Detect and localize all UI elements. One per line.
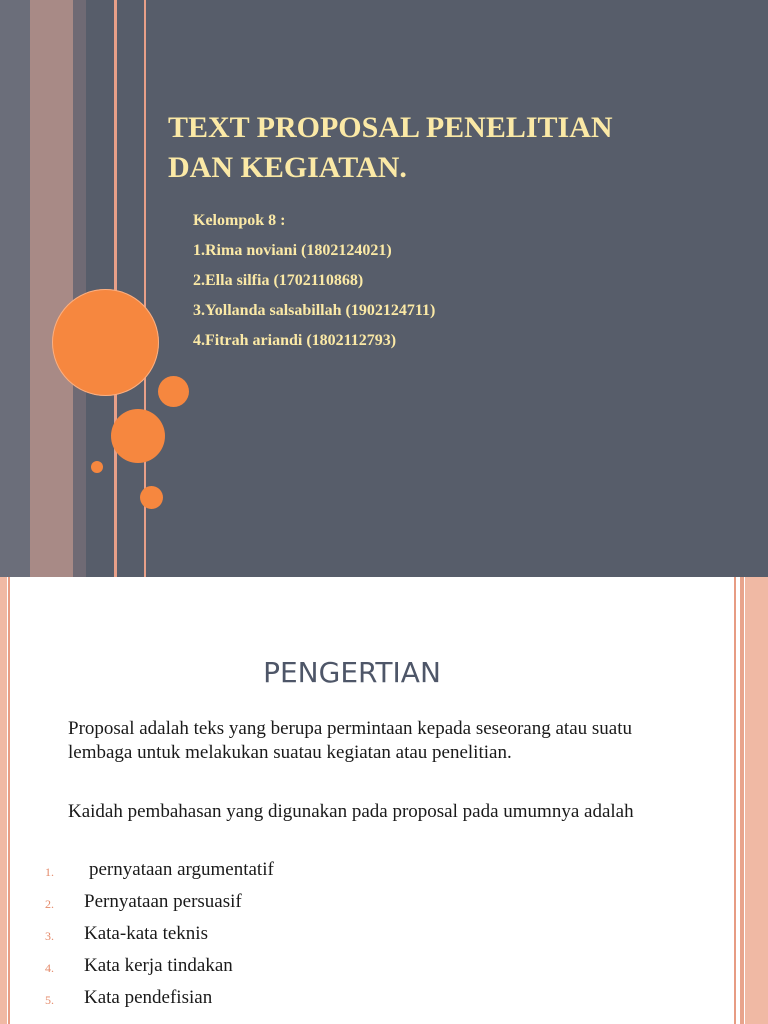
slide-title [168, 108, 728, 188]
decor-circle [91, 461, 103, 473]
decor-band [30, 0, 73, 577]
decor-band [0, 577, 7, 1024]
content-slide [0, 577, 768, 1024]
list-text: Pernyataan persuasif [84, 891, 242, 912]
section-heading: PENGERTIAN [263, 656, 441, 689]
decor-band [0, 0, 30, 577]
decor-line [734, 577, 736, 1024]
list-number: 1. [45, 865, 54, 879]
title-line: TEXT PROPOSAL PENELITIAN [168, 111, 613, 144]
list-text: Kata pendefisian [84, 987, 213, 1008]
group-label: Kelompok 8 : [193, 212, 286, 229]
list-text: pernyataan argumentatif [89, 859, 274, 880]
decor-line [114, 0, 117, 577]
group-members [193, 209, 435, 359]
decor-band [745, 577, 768, 1024]
list-number: 4. [45, 961, 54, 975]
decor-circle [140, 486, 163, 509]
definition-paragraph: Proposal adalah teks yang berupa permintaan kepada seseorang atau suatu lembaga untuk melakukan suatau kegiatan atau penelitian. [68, 718, 632, 763]
list-text: Kata kerja tindakan [84, 955, 233, 976]
title-line: DAN KEGIATAN. [168, 151, 407, 184]
decor-circle [111, 409, 165, 463]
member-item: 4.Fitrah ariandi (1802112793) [193, 332, 397, 349]
decor-circle [158, 376, 189, 407]
list-number: 5. [45, 993, 54, 1007]
member-item: 1.Rima noviani (1802124021) [193, 242, 392, 259]
member-item: 2.Ella silfia (1702110868) [193, 272, 364, 289]
list-number: 3. [45, 929, 54, 943]
decor-circle-large [52, 289, 159, 396]
rules-paragraph: Kaidah pembahasan yang digunakan pada proposal pada umumnya adalah [68, 801, 634, 822]
list-text: Kata-kata teknis [84, 923, 208, 944]
decor-band [73, 0, 86, 577]
decor-line [740, 577, 744, 1024]
decor-line [8, 577, 10, 1024]
list-number: 2. [45, 897, 54, 911]
member-item: 3.Yollanda salsabillah (1902124711) [193, 302, 436, 319]
